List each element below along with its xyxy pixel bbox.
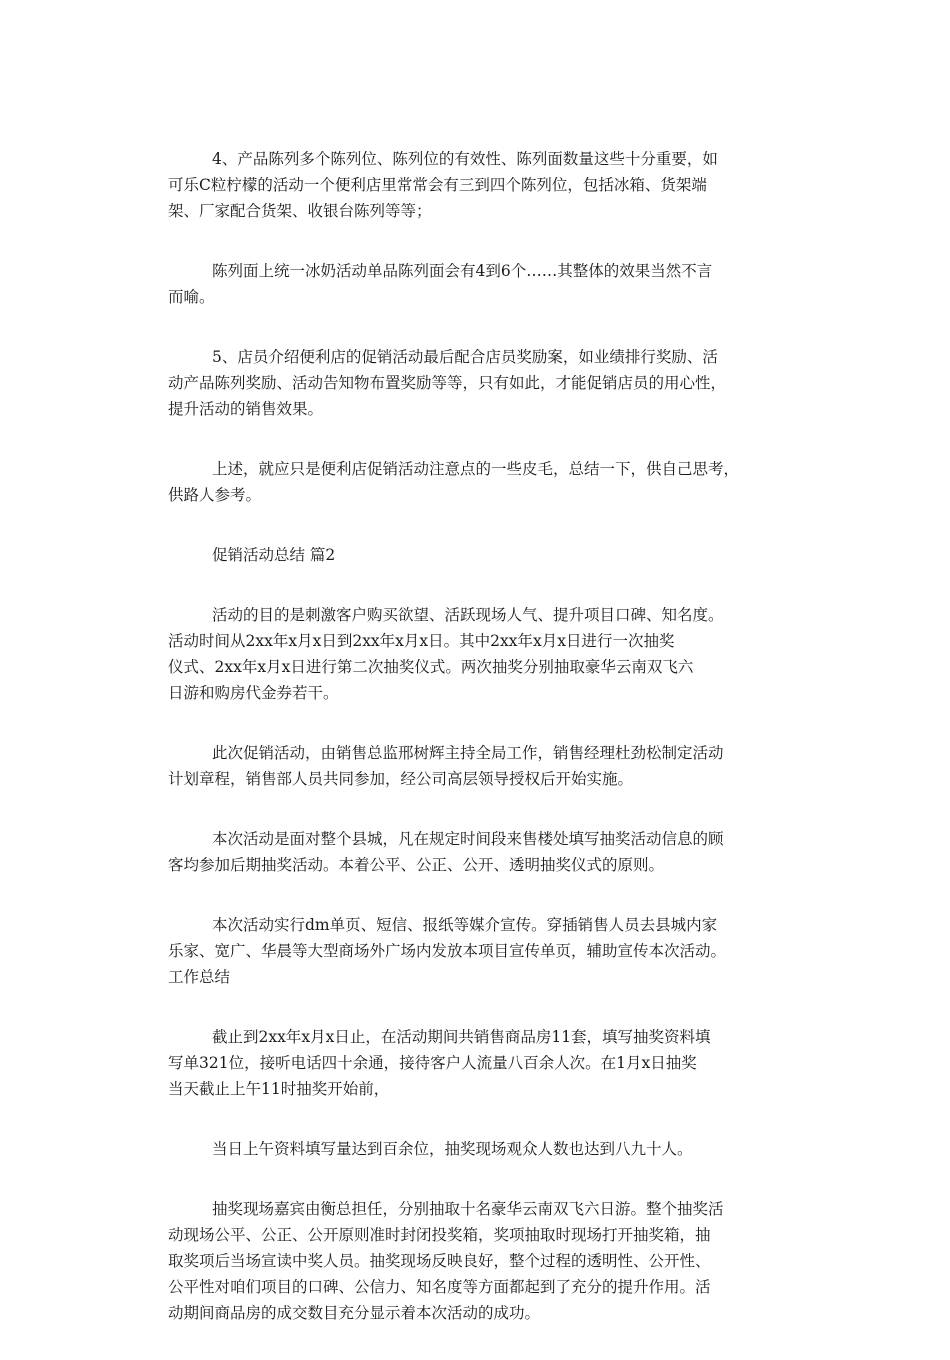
paragraph-organization: 此次促销活动，由销售总监邢树辉主持全局工作，销售经理杜劲松制定活动 计划章程，销售部人员共同参加，经公司高层领导授权后开始实施。 [168,744,724,788]
paragraph-sales-results: 截止到2xx年x月x日止，在活动期间共销售商品房11套，填写抽奖资料填 写单321位，接听电话四十余通，接待客户人流量八百余人次。在1月x日抽奖 当天截止上午11时抽奖开始前， [168,1028,711,1098]
paragraph-display-count: 4、产品陈列多个陈列位、陈列位的有效性、陈列面数量这些十分重要，如 可乐C粒柠檬的活动一个便利店里常常会有三到四个陈列位，包括冰箱、货架端 架、厂家配合货架、收银台陈列等等； [168,150,718,220]
paragraph-promotion-media: 本次活动实行dm单页、短信、报纸等媒介宣传。穿插销售人员去县城内家 乐家、宽广、华晨等大型商场外广场内发放本项目宣传单页，辅助宣传本次活动。 工作总结 [168,916,727,986]
paragraph-staff-incentive: 5、店员介绍便利店的促销活动最后配合店员奖励案，如业绩排行奖励、活 动产品陈列奖励、活动告知物布置奖励等等，只有如此，才能促销店员的用心性， 提升活动的销售效果。 [168,348,727,418]
document-page [168,146,786,1360]
paragraph-activity-purpose: 活动的目的是刺激客户购买欲望、活跃现场人气、提升项目口碑、知名度。 活动时间从2xx年x月x日到2xx年x月x日。其中2xx年x月x日进行一次抽奖 仪式、2xx年x月x日进行第二次抽奖仪式。两次抽奖分别抽取豪华云南双飞六 日游和购房代金券若干。 [168,606,724,702]
paragraph-attendance: 当日上午资料填写量达到百余位，抽奖现场观众人数也达到八九十人。 [212,1140,693,1158]
paragraph-display-effect: 陈列面上统一冰奶活动单品陈列面会有4到6个……其整体的效果当然不言 而喻。 [168,262,713,306]
section-heading: 促销活动总结 篇2 [212,546,336,564]
paragraph-lottery-event: 抽奖现场嘉宾由衡总担任，分别抽取十名豪华云南双飞六日游。整个抽奖活 动现场公平、公正、公开原则准时封闭投奖箱，奖项抽取时现场打开抽奖箱，抽 取奖项后当场宣读中奖人员。抽奖现场反映良好，整个过程的透明性、公开性、 公平性对咱们项目的口碑、公信力、知名度等方面都起到了充分的提升作用。活 动期间商品房的成交数目充分显示着本次活动的成功。 [168,1200,724,1322]
paragraph-scope: 本次活动是面对整个县城，凡在规定时间段来售楼处填写抽奖活动信息的顾 客均参加后期抽奖活动。本着公平、公正、公开、透明抽奖仪式的原则。 [168,830,724,874]
paragraph-summary: 上述，就应只是便利店促销活动注意点的一些皮毛，总结一下，供自己思考， 供路人参考。 [168,460,740,504]
